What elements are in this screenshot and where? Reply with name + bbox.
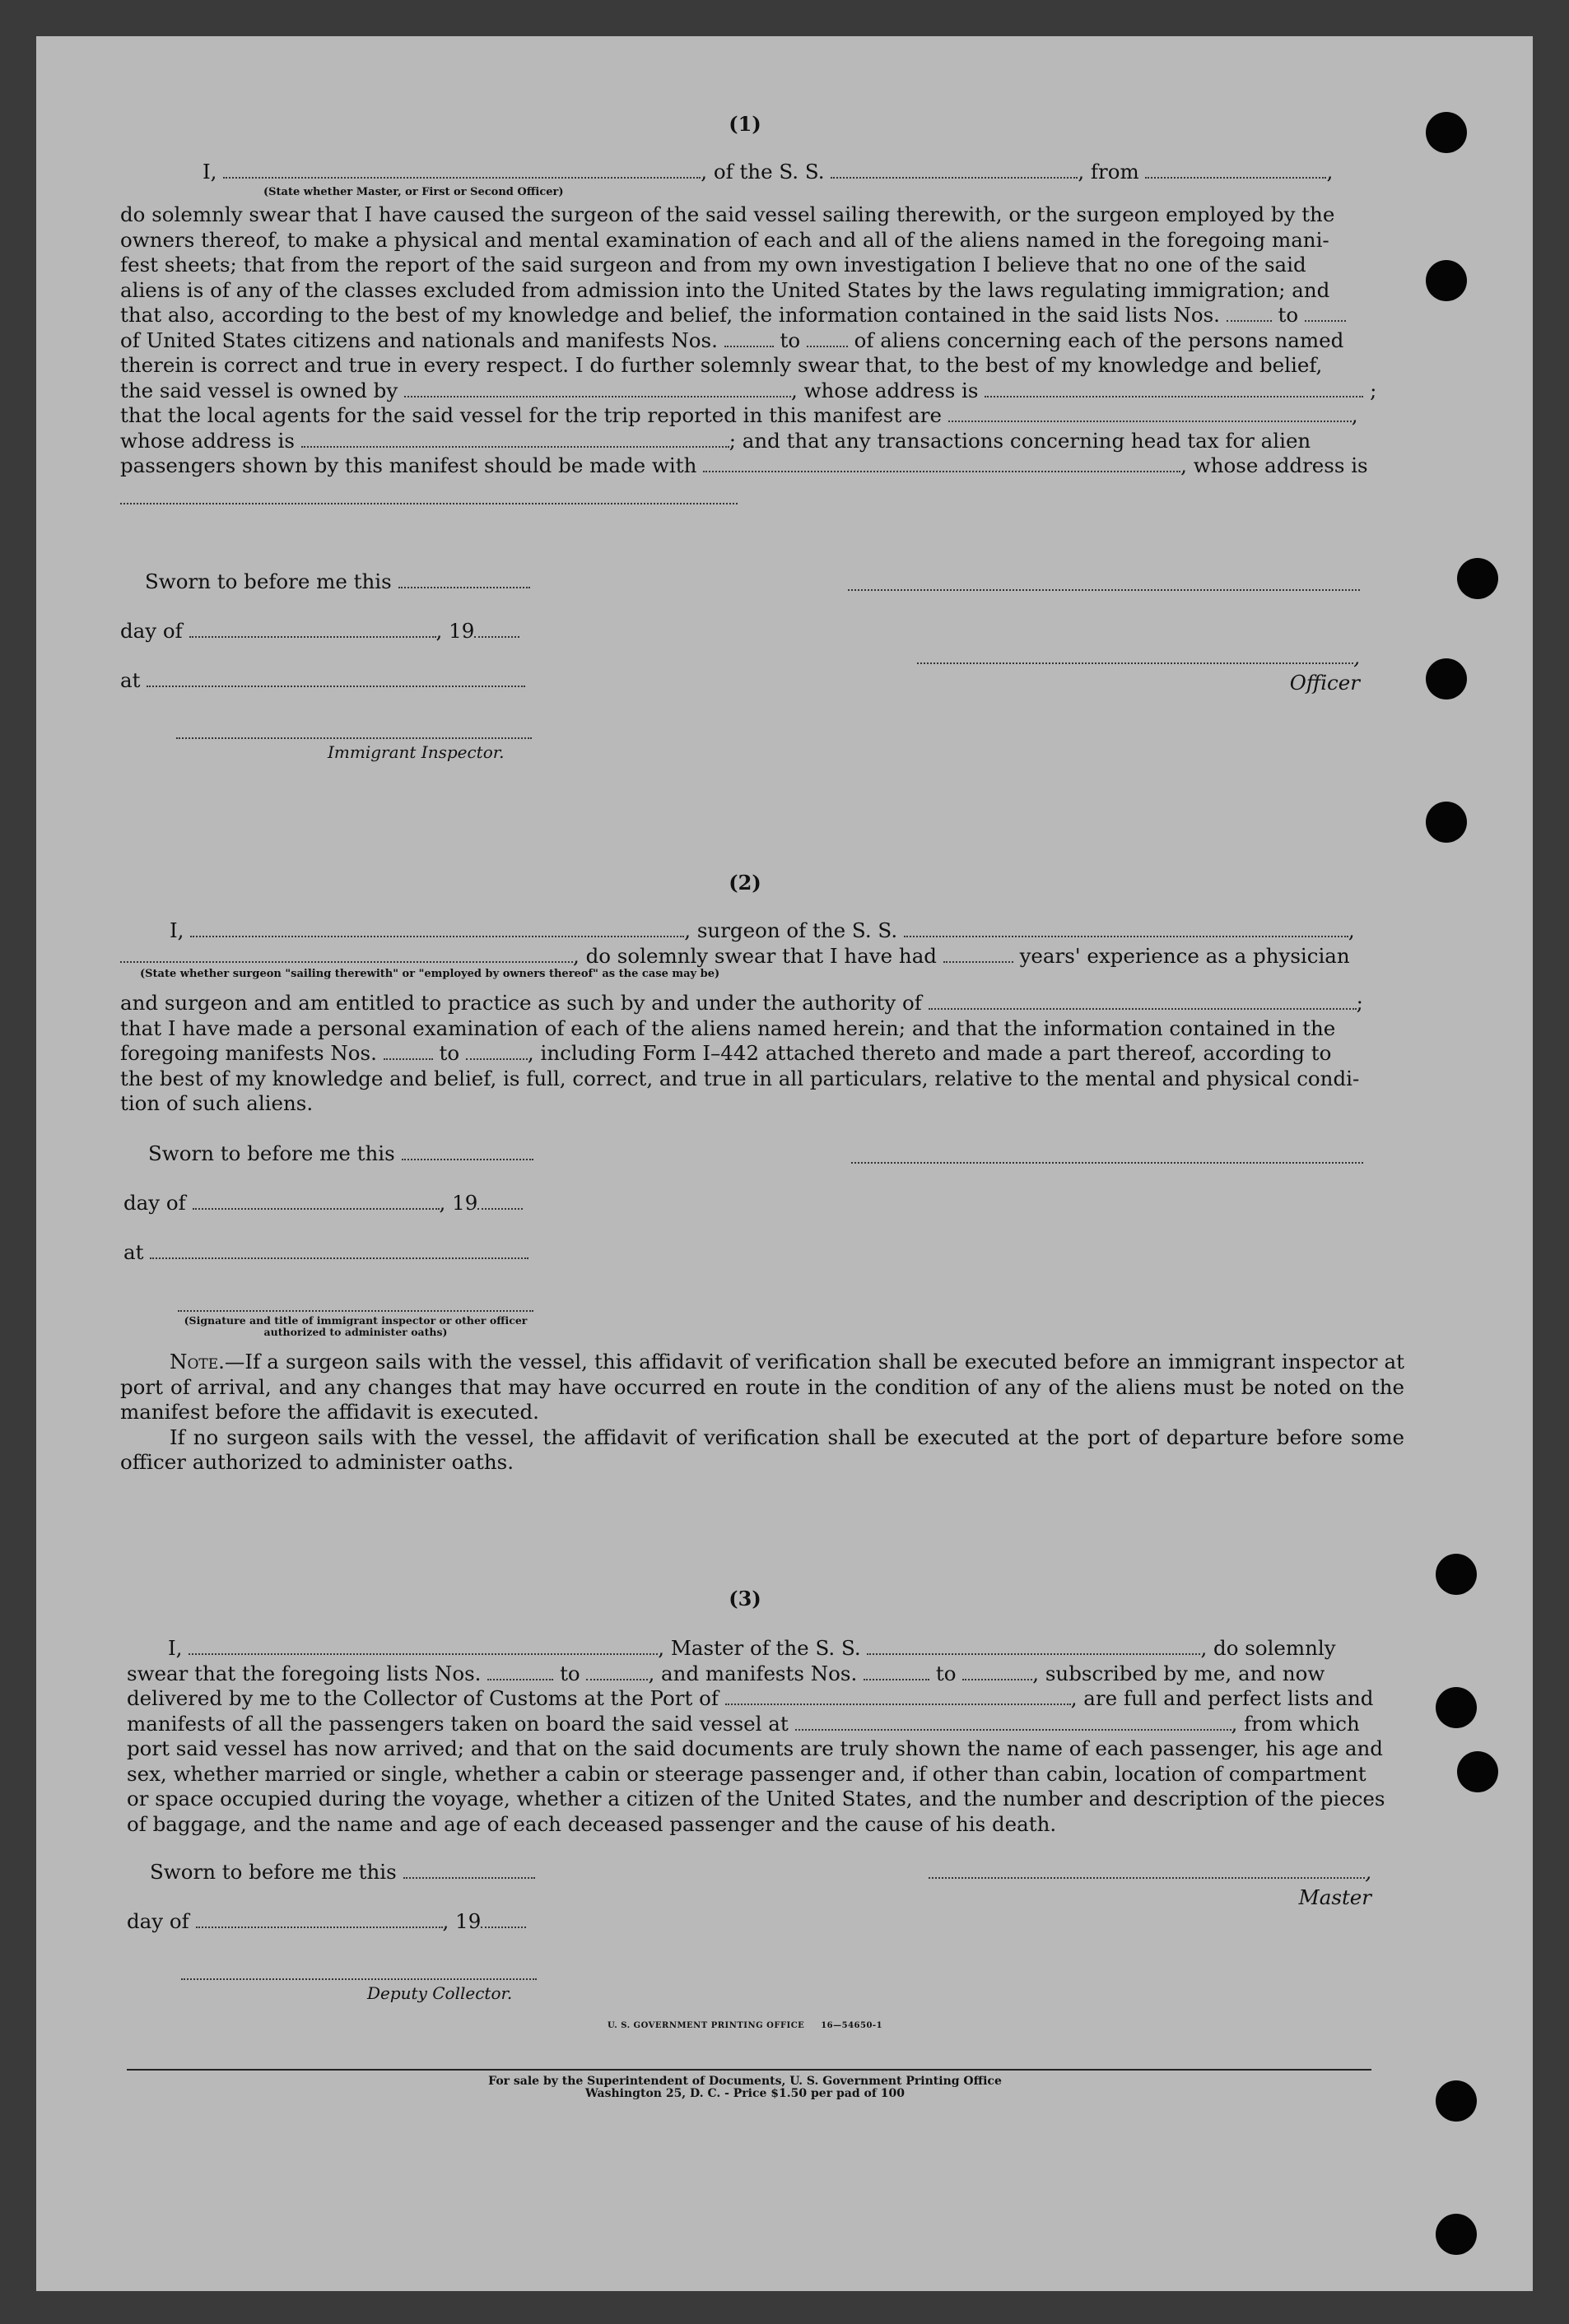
officer-note: (State whether Master, or First or Second Officer) (263, 186, 564, 198)
inspector-signature-line[interactable] (176, 737, 532, 739)
text-line: port said vessel has now arrived; and that on the said documents are truly shown the name of each passenger, his age and (127, 1736, 1383, 1760)
surgeon-vessel-field[interactable] (904, 931, 1348, 937)
month-field[interactable] (196, 1922, 443, 1928)
signature-line[interactable] (178, 1310, 533, 1312)
text-line-part: whose address is (120, 428, 295, 453)
year-prefix: , 19 (435, 619, 475, 643)
day-of-text: day of (123, 1191, 186, 1215)
to-label: to (780, 328, 801, 352)
officer-signature-line[interactable] (848, 589, 1360, 591)
text-line-part: and surgeon and am entitled to practice as such by and under the authority of (120, 991, 922, 1015)
sworn-date-field[interactable] (398, 582, 530, 588)
sworn-date-field[interactable] (403, 1872, 535, 1879)
pronoun-i: I, (170, 918, 184, 942)
day-of-label (123, 1191, 523, 1216)
text-line-part: manifests of all the passengers taken on board the said vessel at (127, 1711, 789, 1736)
place-field[interactable] (147, 681, 525, 687)
deputy-signature-line[interactable] (181, 1978, 537, 1980)
manifest-no-from-field[interactable] (724, 341, 774, 347)
text-line-part: , are full and perfect lists and (1070, 1686, 1374, 1710)
at-label (123, 1240, 528, 1266)
punch-hole (1426, 260, 1467, 301)
footer (36, 2075, 1454, 2100)
from-label: , from (1078, 160, 1139, 184)
master-signature-field[interactable] (929, 1872, 1365, 1879)
surgeon-note: (State whether surgeon "sailing therewith" or "employed by owners thereof" as the case may be) (140, 968, 720, 980)
pronoun-i: I, (168, 1636, 183, 1660)
text-line-part: , whose address is (791, 378, 979, 402)
text-line (120, 379, 1404, 404)
section-1-body (120, 202, 1404, 479)
text-line: or space occupied during the voyage, whether a citizen of the United States, and the number and description of the pieces (127, 1787, 1385, 1810)
note-text: If no surgeon sails with the vessel, the affidavit of verification shall be executed at the port of departure before some officer authorized to administer oaths. (120, 1425, 1404, 1474)
comma: , (1326, 160, 1334, 184)
printer-imprint: U. S. GOVERNMENT PRINTING OFFICE 16—54650-1 (607, 2021, 883, 2030)
surgeon-signature-line[interactable] (851, 1162, 1363, 1164)
text-line-part: that the local agents for the said vessel for the trip reported in this manifest are (120, 403, 942, 427)
form-page (36, 36, 1533, 2291)
text-line-part: , from which (1231, 1711, 1360, 1736)
of-the-ss-label: , of the S. S. (701, 160, 825, 184)
punch-hole (1426, 658, 1467, 700)
footer-line: Washington 25, D. C. - Price $1.50 per pad of 100 (585, 2087, 905, 2100)
punch-hole (1457, 558, 1498, 599)
pronoun-i: I, (203, 160, 217, 184)
inspector-label: Immigrant Inspector. (328, 742, 505, 762)
year-field[interactable] (481, 1922, 526, 1928)
authority-field[interactable] (929, 1003, 1357, 1010)
list-no-from-field[interactable] (487, 1674, 553, 1680)
manifest-no-from-field[interactable] (384, 1053, 433, 1060)
sworn-text: Sworn to before me this (145, 569, 392, 593)
text-line-part: , subscribed by me, and now (1032, 1661, 1325, 1685)
master-vessel-field[interactable] (867, 1648, 1200, 1655)
punch-hole (1457, 1751, 1498, 1792)
from-port-field[interactable] (1145, 172, 1326, 179)
semicolon: ; (1370, 378, 1377, 402)
at-text: at (123, 1240, 144, 1264)
day-of-label (127, 1909, 526, 1935)
text-line: sex, whether married or single, whether a cabin or steerage passenger and, if other than cabin, location of compartment (127, 1761, 1366, 1786)
month-field[interactable] (193, 1203, 440, 1210)
text-line: tion of such aliens. (120, 1091, 314, 1115)
manifest-no-to-field[interactable] (807, 341, 848, 347)
manifest-no-from-field[interactable] (864, 1674, 929, 1680)
text-line-part: that also, according to the best of my knowledge and belief, the information contained in the said lists Nos. (120, 303, 1220, 327)
text-line: owners thereof, to make a physical and mental examination of each and all of the aliens named in the foregoing mani- (120, 227, 1329, 252)
manifest-no-to-field[interactable] (962, 1674, 1032, 1680)
text-line (120, 328, 1404, 354)
text-line-part: the said vessel is owned by (120, 378, 398, 402)
officer-label: , Officer (1289, 645, 1360, 695)
text-line-part: ; and that any transactions concerning head tax for alien (729, 428, 1311, 453)
master-signature-line (853, 1860, 1371, 1910)
year-field[interactable] (474, 631, 519, 638)
text-line-part: swear that the foregoing lists Nos. (127, 1661, 482, 1685)
surgeon-name-field[interactable] (190, 931, 684, 937)
punch-hole (1436, 2214, 1477, 2255)
text-line-part: , including Form I–442 attached thereto and made a part thereof, according to (527, 1041, 1332, 1065)
year-field[interactable] (477, 1203, 523, 1210)
vessel-name-field[interactable] (831, 172, 1078, 179)
text-line-part: , do solemnly swear that I have had (573, 943, 937, 968)
list-no-to-field[interactable] (1305, 315, 1346, 322)
sworn-label (148, 1141, 533, 1167)
sworn-text: Sworn to before me this (150, 1860, 397, 1884)
agent-address-field[interactable] (301, 441, 729, 448)
day-of-text: day of (120, 619, 183, 643)
sworn-text: Sworn to before me this (148, 1141, 395, 1165)
note-text: —If a surgeon sails with the vessel, this affidavit of verification shall be executed before an immigrant inspector at port of arrival, and any changes that may have occurred en route in the condition of any of the aliens must be noted on the manifest before the affidavit is executed. (120, 1350, 1404, 1424)
text-line: that the local agents for the said vessel for the trip reported in this manifest are , (120, 403, 1358, 427)
text-line: the best of my knowledge and belief, is full, correct, and true in all particulars, relative to the mental and physical condi- (120, 1066, 1360, 1090)
year-prefix: , 19 (439, 1191, 478, 1215)
text-line-part: , and manifests Nos. (648, 1661, 858, 1685)
text-line-part: of United States citizens and nationals and manifests Nos. (120, 328, 718, 352)
port-field[interactable] (725, 1699, 1071, 1705)
to-label: to (935, 1661, 957, 1685)
officer-title-field[interactable] (917, 658, 1353, 664)
manifest-no-to-field[interactable] (466, 1053, 528, 1060)
day-of-label (120, 619, 519, 644)
to-label: to (439, 1041, 460, 1065)
semicolon: ; (1356, 991, 1363, 1015)
section-2-body (120, 991, 1404, 1117)
punch-hole (1436, 1687, 1477, 1728)
surgeon-of-label: , surgeon of the S. S. (684, 918, 898, 942)
text-line: aliens is of any of the classes excluded from admission into the United States by the laws regulating immigration; and (120, 277, 1330, 302)
section-2-note (120, 1350, 1404, 1476)
section-3-number: (3) (729, 1587, 761, 1611)
text-line: of baggage, and the name and age of each deceased passenger and the cause of his death. (127, 1811, 1057, 1836)
sworn-label (145, 569, 530, 595)
section-1-number: (1) (729, 112, 761, 136)
text-line-part: delivered by me to the Collector of Customs at the Port of (127, 1686, 719, 1710)
punch-hole (1426, 802, 1467, 843)
text-line-part: years' experience as a physician (1019, 943, 1350, 968)
text-line-part: of aliens concerning each of the persons named (854, 328, 1344, 352)
section-2-number: (2) (729, 871, 761, 895)
deputy-label: Deputy Collector. (367, 1983, 513, 2003)
master-name-field[interactable] (189, 1648, 658, 1655)
boarding-place-field[interactable] (795, 1724, 1231, 1731)
at-label (120, 668, 525, 694)
text-line-part: , do solemnly (1200, 1636, 1336, 1660)
master-label: , Master (1298, 1860, 1371, 1909)
section-3-oath (127, 1636, 1411, 1837)
text-line: do solemnly swear that I have caused the surgeon of the said vessel sailing therewith, or the surgeon employed by the (120, 202, 1335, 226)
list-no-to-field[interactable] (586, 1674, 648, 1680)
text-line: fest sheets; that from the report of the said surgeon and from my own investigation I believe that no one of the said (120, 253, 1306, 277)
owner-address-field[interactable] (985, 391, 1363, 397)
local-agents-field[interactable] (948, 416, 1352, 422)
owner-field[interactable] (404, 391, 791, 397)
officer-title-line (848, 645, 1360, 695)
text-line: that I have made a personal examination of each of the aliens named herein; and that the information contained in the (120, 1016, 1336, 1040)
to-label: to (1278, 303, 1299, 327)
footer-divider (127, 2069, 1371, 2071)
signature-note: (Signature and title of immigrant inspector or other officer authorized to administer oaths) (184, 1314, 528, 1338)
list-no-from-field[interactable] (1227, 315, 1272, 322)
year-prefix: , 19 (442, 1909, 482, 1933)
text-line-part: passengers shown by this manifest should be made with (120, 453, 697, 477)
at-text: at (120, 668, 141, 692)
text-line: therein is correct and true in every respect. I do further solemnly swear that, to the best of my knowledge and belief, (120, 353, 1323, 377)
text-line (120, 429, 1404, 454)
place-field[interactable] (150, 1253, 528, 1259)
sworn-label (150, 1860, 535, 1885)
sworn-date-field[interactable] (402, 1154, 533, 1160)
text-line-part: , whose address is (1180, 453, 1368, 477)
to-label: to (560, 1661, 580, 1685)
years-field[interactable] (943, 956, 1013, 963)
month-field[interactable] (189, 631, 436, 638)
master-of-label: , Master of the S. S. (658, 1636, 861, 1660)
day-of-text: day of (127, 1909, 189, 1933)
footer-line: For sale by the Superintendent of Documents, U. S. Government Printing Office (488, 2075, 1002, 2088)
surgeon-status-field[interactable] (120, 956, 573, 963)
note-label: Note. (170, 1350, 225, 1373)
officer-name-field[interactable] (223, 172, 701, 179)
section-1-oath (120, 160, 1404, 185)
section-2-oath: I, , surgeon of the S. S. , , do solemnly swear that I have had years' experience as a physician (120, 918, 1404, 969)
text-line (120, 453, 1404, 479)
head-tax-address-field[interactable] (120, 503, 738, 504)
text-line (120, 303, 1404, 328)
text-line-part: foregoing manifests Nos. (120, 1041, 377, 1065)
head-tax-party-field[interactable] (703, 466, 1180, 472)
